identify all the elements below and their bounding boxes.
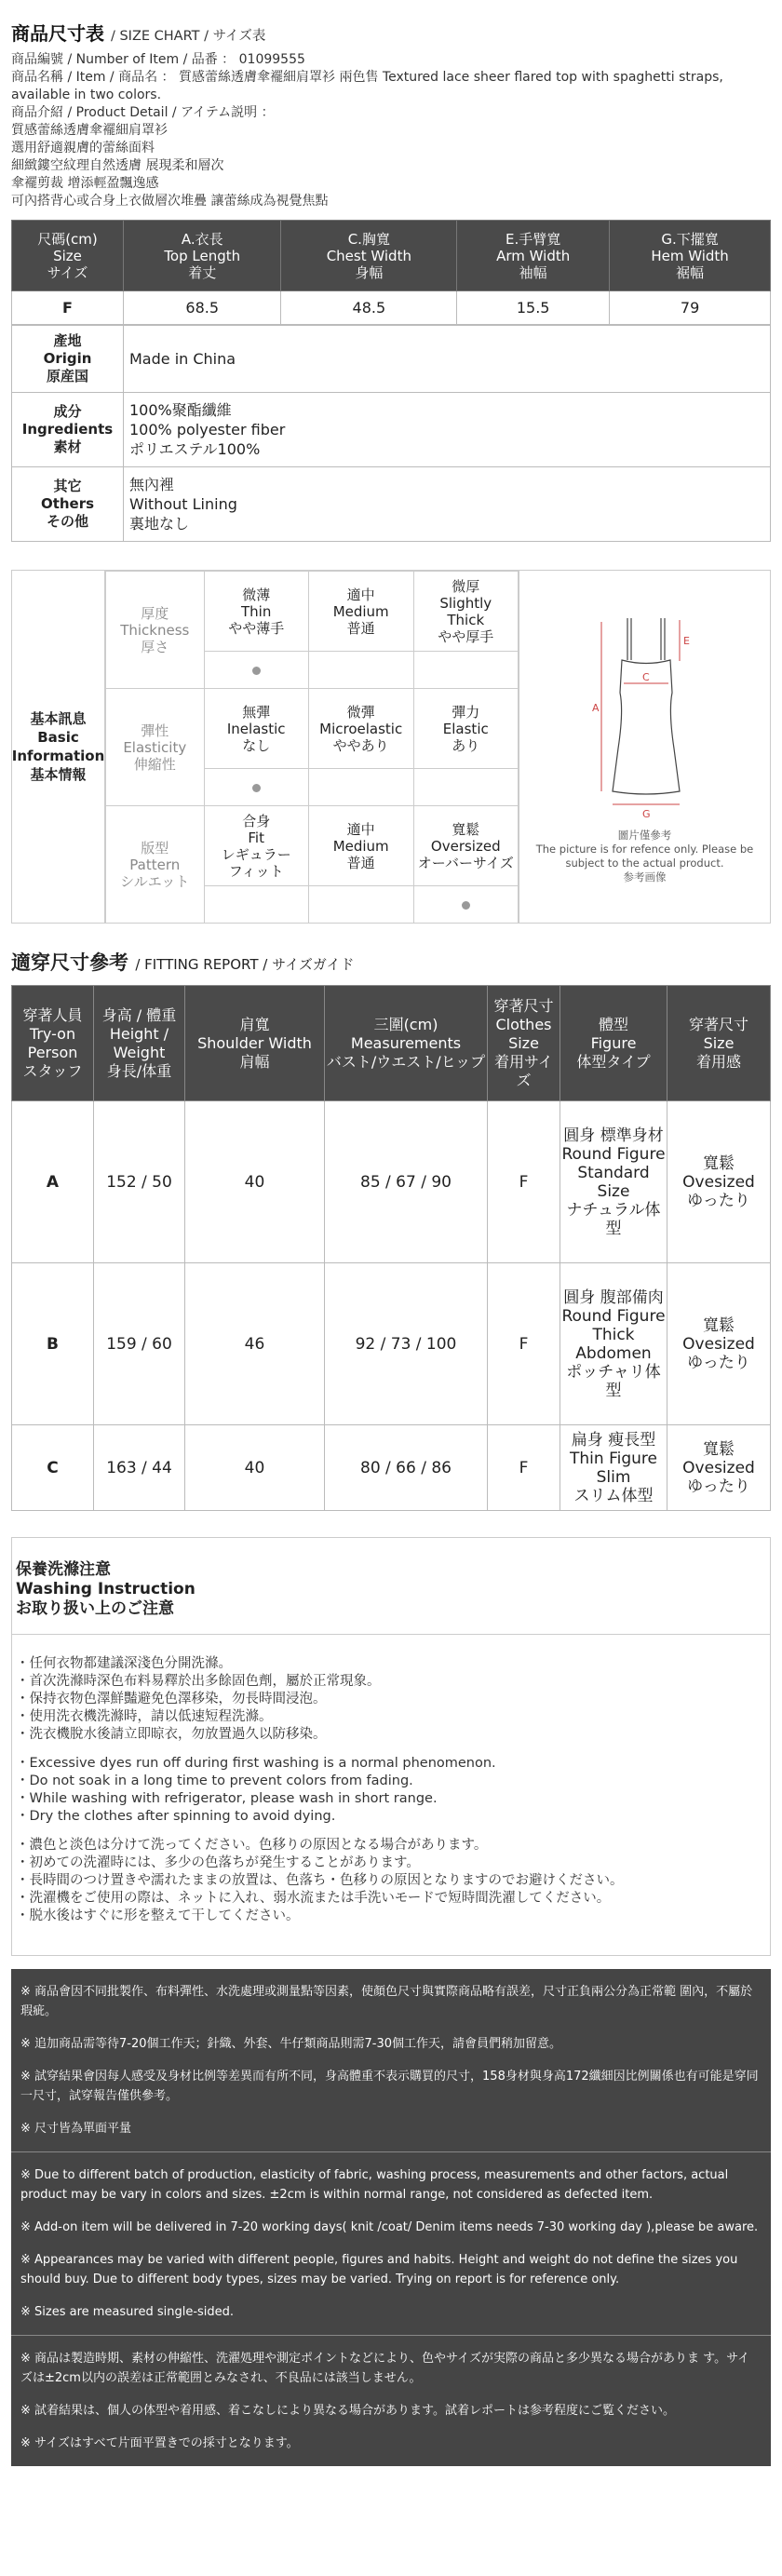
fitting-report-header [0, 924, 782, 985]
indicator-cell [308, 652, 413, 689]
info-line: 質感蕾絲透膚傘襬細肩罩衫 [11, 123, 168, 138]
washing-paragraph-en: ・Excessive dyes run off during first washing is a normal phenomenon. ・Do not soak in a long time to prevent colors from fading. ・While washing with refrigerator, please wash in short range. ・Dry the clothes after spinning to avoid dying. [16, 1756, 496, 1824]
size-table [11, 220, 771, 325]
fitting-cell: 46 [185, 1263, 325, 1425]
fabric-attributes-table [105, 571, 519, 924]
fitting-cell: 40 [185, 1425, 325, 1511]
product-info [11, 51, 771, 210]
fitting-header: 三圍(cm) Measurements バスト/ウエスト/ヒップ [325, 986, 488, 1101]
notice-item: ※ 尺寸皆為單面平量 [20, 2122, 132, 2136]
ingredients-value: 100%聚酯纖維 100% polyester fiber ポリエステル100% [124, 393, 771, 467]
attribute-table [11, 325, 771, 542]
figure-label-a: A [591, 702, 600, 714]
notice-item: ※ Add-on item will be delivered in 7-20 working days( knit /coat/ Denim items needs 7-30 working day ),please be aware. [20, 2220, 759, 2234]
pattern-option: 寬鬆 Oversized オーバーサイズ [413, 806, 518, 886]
size-header: C.胸寬 Chest Width 身幅 [281, 221, 457, 291]
info-line: 可內搭背心或合身上衣做層次堆疊 讓蕾絲成為視覺焦點 [11, 194, 329, 209]
indicator-cell [204, 769, 308, 806]
selected-dot [252, 784, 261, 792]
indicator-cell [308, 886, 413, 924]
fitting-cell: 圓身 腹部備肉 Round Figure Thick Abdomen ポッチャリ体型 [560, 1263, 667, 1425]
size-header: A.衣長 Top Length 着丈 [124, 221, 281, 291]
notice-item: ※ 商品は製造時期、素材の伸縮性、洗濯処理や測定ポイントなどにより、色やサイズが実際の商品と多少異なる場合がありま す。サイズは±2cm以内の誤差は正常範囲とみなされ、不良品には該当しません。 [20, 2352, 750, 2385]
pattern-option: 合身 Fit レギュラー フィット [204, 806, 308, 886]
fitting-table [11, 985, 771, 1511]
info-line: 傘襬剪裁 增添輕盈飄逸感 [11, 176, 159, 191]
washing-paragraph-ja: ・濃色と淡色は分けて洗ってください。色移りの原因となる場合があります。 ・初めての洗濯時には、多少の色落ちが発生することがあります。 ・長時間のつけ置きや濡れたままの放置は、色落ち・色移りの原因となりますのでお避けください。 ・洗濯機をご使用の際は、ネットに入れ、弱水流または手洗いモードで短時間洗濯してください。 ・脱水後はすぐに形を整えて干してください。 [16, 1838, 624, 1923]
indicator-cell [413, 886, 518, 924]
fitting-cell: 152 / 50 [94, 1101, 185, 1263]
selected-dot [462, 901, 470, 910]
fitting-cell: 40 [185, 1101, 325, 1263]
fitting-cell: F [488, 1101, 560, 1263]
indicator-cell [204, 652, 308, 689]
notice-group-ja [11, 2336, 771, 2466]
figure-label-c: C [641, 671, 650, 683]
fitting-cell: F [488, 1263, 560, 1425]
fitting-cell: A [12, 1101, 94, 1263]
others-value: 無內裡 Without Lining 裏地なし [124, 467, 771, 542]
notice-group-en [11, 2152, 771, 2336]
fitting-title-sub: / FITTING REPORT / サイズガイド [135, 956, 355, 973]
basic-info-grid [105, 571, 519, 923]
notice-item: ※ 商品會因不同批製作、布料彈性、水洗處理或測量點等因素，使顏色尺寸與實際商品略有誤差，尺寸正負兩公分為正常範 圍內，不屬於瑕疵。 [20, 1985, 753, 2018]
fitting-cell: 85 / 67 / 90 [325, 1101, 488, 1263]
size-cell: 48.5 [281, 291, 457, 325]
others-label: 其它 Others その他 [12, 467, 124, 542]
indicator-cell [413, 769, 518, 806]
washing-instruction [11, 1537, 771, 1956]
fitting-cell: 92 / 73 / 100 [325, 1263, 488, 1425]
fitting-cell: 扁身 瘦長型 Thin Figure Slim スリム体型 [560, 1425, 667, 1511]
table-row [12, 291, 771, 325]
figure-label-e: E [682, 635, 690, 647]
pattern-label: 版型 Pattern シルエット [106, 806, 205, 924]
size-header: E.手臂寬 Arm Width 袖幅 [457, 221, 610, 291]
indicator-cell [413, 652, 518, 689]
size-table-wrap [0, 210, 782, 542]
camisole-diagram-icon [575, 609, 715, 823]
fitting-header: 體型 Figure 体型タイプ [560, 986, 667, 1101]
table-row [106, 806, 519, 886]
fitting-cell: 圓身 標準身材 Round Figure Standard Size ナチュラル体型 [560, 1101, 667, 1263]
fitting-cell: B [12, 1263, 94, 1425]
indicator-cell [308, 769, 413, 806]
elasticity-option: 彈力 Elastic あり [413, 689, 518, 769]
info-line: 細緻鏤空紋理自然透膚 展現柔和層次 [11, 158, 224, 173]
fitting-cell: 寬鬆 Ovesized ゆったり [667, 1101, 771, 1263]
washing-paragraph-zh: ・任何衣物都建議深淺色分開洗滌。 ・首次洗滌時深色布料易釋於出多餘固色劑，屬於正常現象。 ・保持衣物色澤鮮豔避免色澤移染，勿長時間浸泡。 ・使用洗衣機洗滌時，請以低速短程洗滌。 ・洗衣機脫水後請立即晾衣，勿放置過久以防移染。 [16, 1656, 381, 1742]
table-row [12, 393, 771, 467]
washing-title: 保養洗滌注意 Washing Instruction お取り扱い上のご注意 [12, 1538, 770, 1635]
washing-body [12, 1635, 770, 1955]
fitting-title-main: 適穿尺寸參考 [11, 951, 128, 974]
fitting-header: 肩寬 Shoulder Width 肩幅 [185, 986, 325, 1101]
size-chart-header [0, 0, 782, 210]
table-row [106, 689, 519, 769]
size-cell: F [12, 291, 124, 325]
info-line: 商品編號 / Number of Item / 品番 ： 01099555 [11, 52, 305, 67]
figure-label-g: G [641, 808, 651, 820]
thickness-label: 厚度 Thickness 厚さ [106, 572, 205, 689]
size-cell: 79 [610, 291, 771, 325]
elasticity-option: 微彈 Microelastic ややあり [308, 689, 413, 769]
elasticity-option: 無彈 Inelastic なし [204, 689, 308, 769]
size-header: G.下擺寬 Hem Width 裾幅 [610, 221, 771, 291]
fitting-title [11, 948, 771, 976]
table-row [12, 1425, 771, 1511]
table-row [12, 1101, 771, 1263]
pattern-option: 適中 Medium 普通 [308, 806, 413, 886]
fitting-header: 穿著尺寸 Size 着用感 [667, 986, 771, 1101]
table-row [12, 467, 771, 542]
size-cell: 68.5 [124, 291, 281, 325]
indicator-cell [204, 886, 308, 924]
origin-value: Made in China [124, 326, 771, 393]
table-row [12, 1263, 771, 1425]
basic-info-label: 基本訊息 Basic Information 基本情報 [12, 571, 105, 923]
ingredients-label: 成分 Ingredients 素材 [12, 393, 124, 467]
fitting-cell: 163 / 44 [94, 1425, 185, 1511]
size-cell: 15.5 [457, 291, 610, 325]
table-row [106, 572, 519, 652]
basic-info [11, 570, 771, 924]
fitting-cell: 80 / 66 / 86 [325, 1425, 488, 1511]
info-line: 選用舒適親膚的蕾絲面料 [11, 141, 155, 155]
selected-dot [252, 667, 261, 675]
reference-note: 圖片僅參考 The picture is for refence only. Please be subject to the actual product. 参考画像 [535, 829, 754, 883]
elasticity-label: 彈性 Elasticity 伸縮性 [106, 689, 205, 806]
thickness-option: 微厚 Slightly Thick やや厚手 [413, 572, 518, 652]
fitting-cell: C [12, 1425, 94, 1511]
notice-box [11, 1969, 771, 2466]
garment-figure [519, 571, 770, 923]
fitting-cell: 寬鬆 Ovesized ゆったり [667, 1263, 771, 1425]
notice-group-zh [11, 1969, 771, 2152]
notice-item: ※ Sizes are measured single-sided. [20, 2305, 235, 2319]
notice-item: ※ 試穿結果會因每人感受及身材比例等差異而有所不同，身高體重不表示購買的尺寸，158身材與身高172纖細因比例關係也有可能是穿同一尺寸，試穿報告僅供參考。 [20, 2070, 759, 2103]
notice-item: ※ サイズはすべて片面平置きでの採寸となります。 [20, 2436, 299, 2450]
page-title-sub: / SIZE CHART / サイズ表 [110, 29, 266, 44]
notice-item: ※ Appearances may be varied with different people, figures and habits. Height and weight do not define the sizes you should buy. Due to different body types, sizes may be varied. Trying on report is for reference only. [20, 2253, 738, 2286]
origin-label: 產地 Origin 原産国 [12, 326, 124, 393]
notice-item: ※ Due to different batch of production, elasticity of fabric, washing process, measurements and other factors, actual product may be vary in colors and sizes. ±2cm is within normal range, not considered as defected item. [20, 2168, 729, 2202]
fitting-table-wrap [0, 985, 782, 1511]
page-title-main: 商品尺寸表 [11, 22, 104, 45]
fitting-header: 穿著尺寸 Clothes Size 着用サイズ [488, 986, 560, 1101]
fitting-header: 身高 / 體重 Height / Weight 身長/体重 [94, 986, 185, 1101]
table-row [12, 326, 771, 393]
size-header: 尺碼(cm) Size サイズ [12, 221, 124, 291]
thickness-option: 適中 Medium 普通 [308, 572, 413, 652]
notice-item: ※ 試着結果は、個人の体型や着用感、着こなしにより異なる場合があります。試着レポートは参考程度にご覧ください。 [20, 2404, 675, 2418]
page-title [11, 19, 771, 46]
fitting-cell: F [488, 1425, 560, 1511]
notice-item: ※ 追加商品需等待7-20個工作天；針織、外套、牛仔類商品則需7-30個工作天，請會員們稍加留意。 [20, 2037, 562, 2051]
thickness-option: 微薄 Thin やや薄手 [204, 572, 308, 652]
fitting-header: 穿著人員 Try-on Person スタッフ [12, 986, 94, 1101]
fitting-cell: 寬鬆 Ovesized ゆったり [667, 1425, 771, 1511]
info-line: 商品介紹 / Product Detail / アイテム説明 ： [11, 105, 275, 120]
fitting-cell: 159 / 60 [94, 1263, 185, 1425]
info-line: 商品名稱 / Item / 商品名 ： 質感蕾絲透膚傘襬細肩罩衫 兩色售 Textured lace sheer flared top with spaghetti straps, available in two colors. [11, 70, 723, 102]
